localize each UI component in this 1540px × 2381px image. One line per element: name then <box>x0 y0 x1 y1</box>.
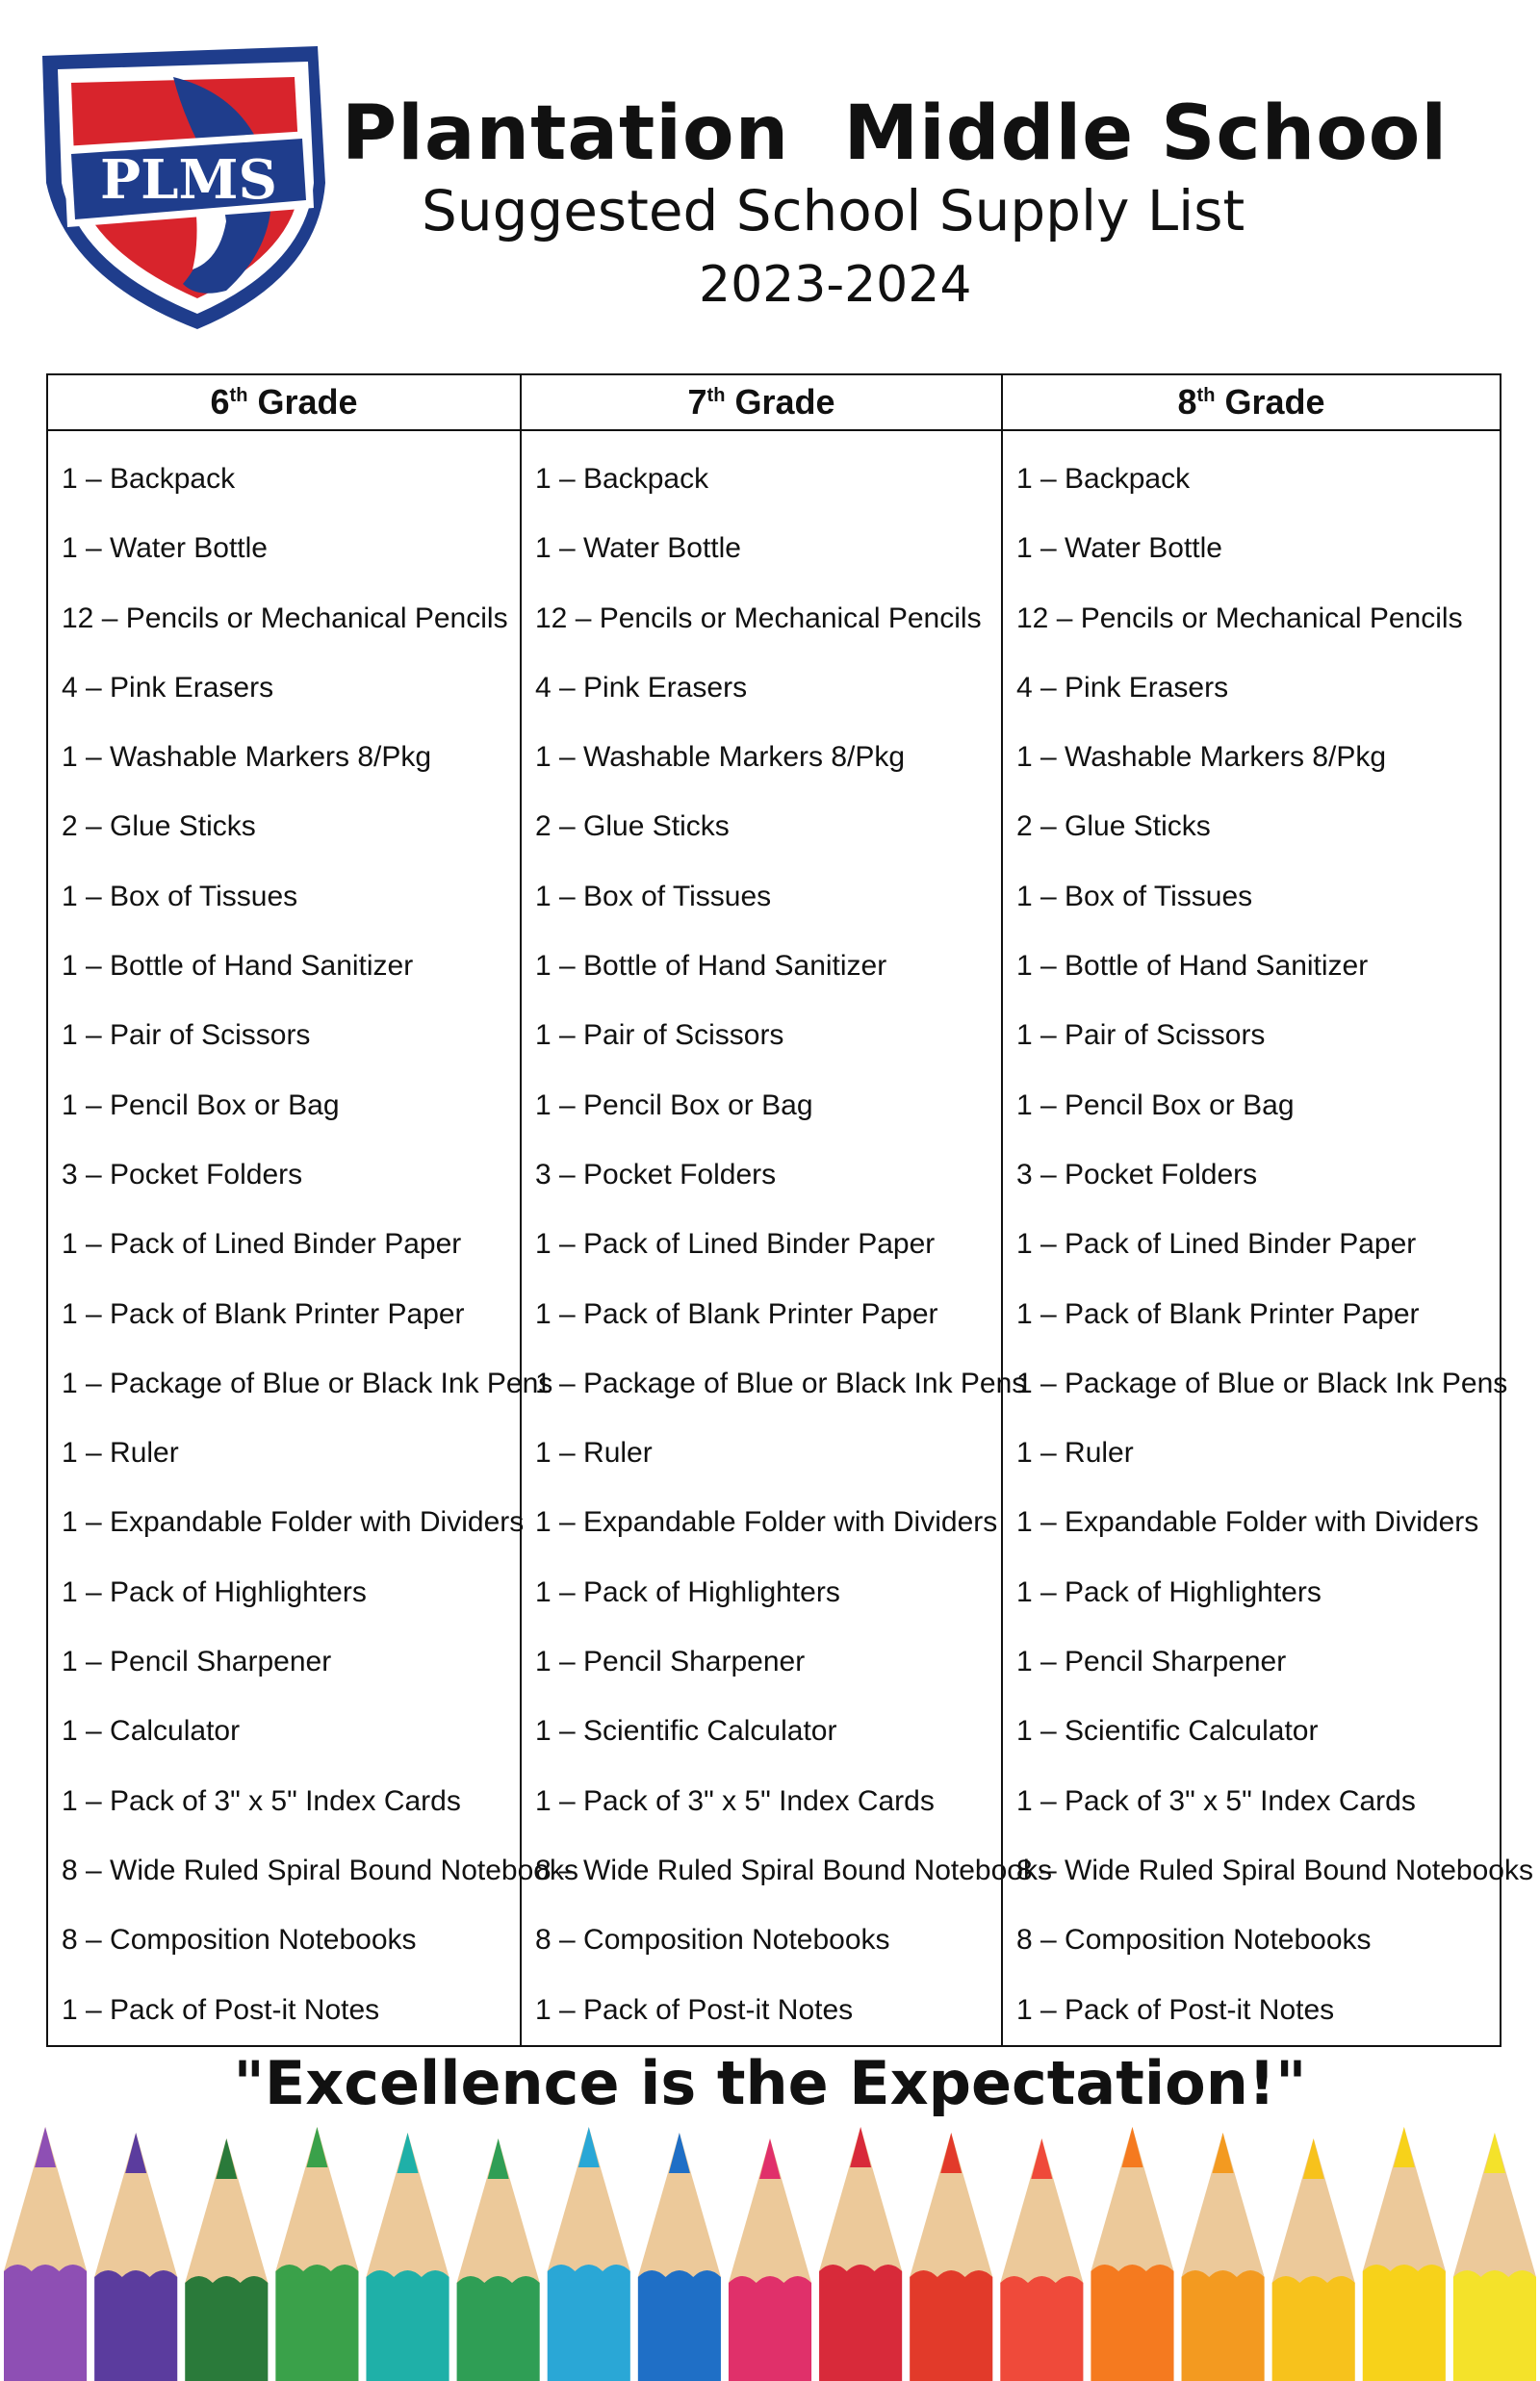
grade-number: 6 <box>210 382 230 422</box>
supply-item: 8 – Wide Ruled Spiral Bound Notebooks <box>535 1854 1052 1886</box>
supply-item: 1 – Pair of Scissors <box>62 1019 311 1052</box>
supply-item: 4 – Pink Erasers <box>62 671 274 704</box>
supply-item: 1 – Expandable Folder with Dividers <box>535 1506 998 1539</box>
grade-label: Grade <box>1224 382 1325 422</box>
grade-number: 7 <box>687 382 707 422</box>
supply-item: 1 – Pack of Lined Binder Paper <box>1016 1228 1417 1261</box>
grade-header-6 <box>47 374 521 430</box>
pencil-icon <box>457 2138 540 2381</box>
supply-item: 8 – Composition Notebooks <box>62 1924 417 1957</box>
pencil-icon <box>729 2138 811 2381</box>
supply-item: 3 – Pocket Folders <box>1016 1158 1258 1190</box>
supply-item: 1 – Bottle of Hand Sanitizer <box>535 950 887 983</box>
supply-item: 1 – Pack of Lined Binder Paper <box>62 1228 462 1261</box>
supply-item: 1 – Pencil Box or Bag <box>535 1088 813 1121</box>
supply-item: 1 – Washable Markers 8/Pkg <box>1016 741 1387 774</box>
supply-item: 1 – Box of Tissues <box>62 880 298 912</box>
supply-item: 1 – Expandable Folder with Dividers <box>1016 1506 1479 1539</box>
pencil-icon <box>638 2133 721 2381</box>
supply-item: 1 – Scientific Calculator <box>535 1715 837 1748</box>
supply-item: 1 – Pack of Post-it Notes <box>1016 1993 1335 2026</box>
supply-item: 1 – Box of Tissues <box>1016 880 1253 912</box>
supply-item: 1 – Expandable Folder with Dividers <box>62 1506 525 1539</box>
pencil-icon <box>1091 2127 1173 2381</box>
plms-shield-logo <box>29 38 337 337</box>
supply-item: 1 – Pencil Box or Bag <box>62 1088 340 1121</box>
supply-item: 8 – Composition Notebooks <box>535 1924 890 1957</box>
grade-8-cell <box>1002 430 1533 2046</box>
supply-item: 1 – Bottle of Hand Sanitizer <box>1016 950 1369 983</box>
supply-item: 1 – Pack of Highlighters <box>1016 1575 1322 1608</box>
supply-item: 1 – Pencil Sharpener <box>1016 1646 1287 1678</box>
pencil-icon <box>1363 2127 1446 2381</box>
supply-item: 2 – Glue Sticks <box>62 810 256 843</box>
supply-item: 1 – Scientific Calculator <box>1016 1715 1319 1748</box>
school-motto: "Excellence is the Expectation!" <box>233 2048 1307 2118</box>
pencil-icon <box>1182 2133 1265 2381</box>
supply-item: 3 – Pocket Folders <box>62 1158 303 1190</box>
supply-item: 1 – Backpack <box>535 463 709 495</box>
supply-item: 8 – Wide Ruled Spiral Bound Notebooks <box>1016 1854 1533 1886</box>
supply-item: 1 – Backpack <box>1016 463 1191 495</box>
supply-item: 1 – Package of Blue or Black Ink Pens <box>62 1367 553 1399</box>
supply-item: 1 – Pack of Blank Printer Paper <box>62 1297 465 1330</box>
grade-header-7 <box>521 374 1002 430</box>
supply-item: 2 – Glue Sticks <box>535 810 730 843</box>
supply-item: 1 – Pack of Highlighters <box>62 1575 367 1608</box>
supply-item: 12 – Pencils or Mechanical Pencils <box>1016 602 1463 634</box>
supply-item: 1 – Water Bottle <box>62 532 268 565</box>
supply-item: 1 – Pencil Sharpener <box>62 1646 332 1678</box>
grade-suffix: th <box>706 385 726 406</box>
supply-item: 1 – Pack of Blank Printer Paper <box>535 1297 938 1330</box>
pencil-icon <box>1000 2138 1083 2381</box>
grade-8-list <box>1003 431 1533 2045</box>
supply-item: 1 – Ruler <box>62 1437 179 1470</box>
pencil-icon <box>548 2127 630 2381</box>
supply-item: 1 – Water Bottle <box>535 532 741 565</box>
supply-item: 1 – Box of Tissues <box>535 880 772 912</box>
grade-6-cell <box>47 430 578 2046</box>
pencil-icon <box>275 2127 358 2381</box>
supply-item: 1 – Calculator <box>62 1715 241 1748</box>
supply-item: 12 – Pencils or Mechanical Pencils <box>535 602 982 634</box>
supply-item: 1 – Pack of Blank Printer Paper <box>1016 1297 1420 1330</box>
pencil-icon <box>819 2127 902 2381</box>
supply-item: 1 – Backpack <box>62 463 236 495</box>
grade-6-list <box>48 431 578 2045</box>
pencil-icon <box>185 2138 268 2381</box>
supply-item: 4 – Pink Erasers <box>1016 671 1229 704</box>
supply-item: 1 – Ruler <box>535 1437 653 1470</box>
supply-item: 1 – Pair of Scissors <box>1016 1019 1266 1052</box>
supply-item: 1 – Pack of Lined Binder Paper <box>535 1228 936 1261</box>
grade-suffix: th <box>1196 385 1216 406</box>
supply-item: 1 – Pencil Box or Bag <box>1016 1088 1295 1121</box>
logo-text: PLMS <box>100 148 277 212</box>
page-title: Plantation Middle School <box>342 90 1449 177</box>
supply-item: 1 – Pack of 3" x 5" Index Cards <box>535 1784 935 1817</box>
supply-item: 1 – Pack of 3" x 5" Index Cards <box>62 1784 461 1817</box>
supply-item: 1 – Water Bottle <box>1016 532 1222 565</box>
supply-item: 1 – Pack of Highlighters <box>535 1575 840 1608</box>
school-year: 2023-2024 <box>699 256 972 314</box>
supply-item: 1 – Pack of 3" x 5" Index Cards <box>1016 1784 1416 1817</box>
supply-lists-row <box>47 430 1501 2046</box>
page-subtitle: Suggested School Supply List <box>422 178 1245 243</box>
pencil-icon <box>910 2133 992 2381</box>
supply-item: 1 – Washable Markers 8/Pkg <box>62 741 432 774</box>
pencil-icon <box>1453 2133 1536 2381</box>
supply-item: 4 – Pink Erasers <box>535 671 748 704</box>
pencil-icon <box>4 2127 87 2381</box>
supply-item: 1 – Package of Blue or Black Ink Pens <box>1016 1367 1508 1399</box>
supply-item: 12 – Pencils or Mechanical Pencils <box>62 602 508 634</box>
pencil-icon <box>94 2133 177 2381</box>
supply-item: 8 – Wide Ruled Spiral Bound Notebooks <box>62 1854 578 1886</box>
grade-7-cell <box>521 430 1052 2046</box>
supply-table <box>46 373 1533 2047</box>
grade-number: 8 <box>1177 382 1197 422</box>
pencil-icon <box>366 2133 449 2381</box>
supply-item: 3 – Pocket Folders <box>535 1158 777 1190</box>
supply-item: 1 – Pencil Sharpener <box>535 1646 806 1678</box>
grade-header-row <box>47 374 1501 430</box>
supply-item: 1 – Pack of Post-it Notes <box>62 1993 380 2026</box>
supply-item: 1 – Pack of Post-it Notes <box>535 1993 854 2026</box>
grade-suffix: th <box>229 385 248 406</box>
header <box>0 0 1540 346</box>
supply-item: 2 – Glue Sticks <box>1016 810 1211 843</box>
grade-label: Grade <box>257 382 358 422</box>
colored-pencils-illustration <box>0 2117 1540 2381</box>
grade-label: Grade <box>734 382 835 422</box>
pencil-icon <box>1272 2138 1355 2381</box>
supply-item: 1 – Ruler <box>1016 1437 1134 1470</box>
grade-header-8 <box>1002 374 1501 430</box>
supply-item: 1 – Washable Markers 8/Pkg <box>535 741 906 774</box>
supply-item: 1 – Package of Blue or Black Ink Pens <box>535 1367 1027 1399</box>
supply-item: 1 – Bottle of Hand Sanitizer <box>62 950 414 983</box>
supply-item: 8 – Composition Notebooks <box>1016 1924 1372 1957</box>
grade-7-list <box>522 431 1052 2045</box>
supply-item: 1 – Pair of Scissors <box>535 1019 784 1052</box>
